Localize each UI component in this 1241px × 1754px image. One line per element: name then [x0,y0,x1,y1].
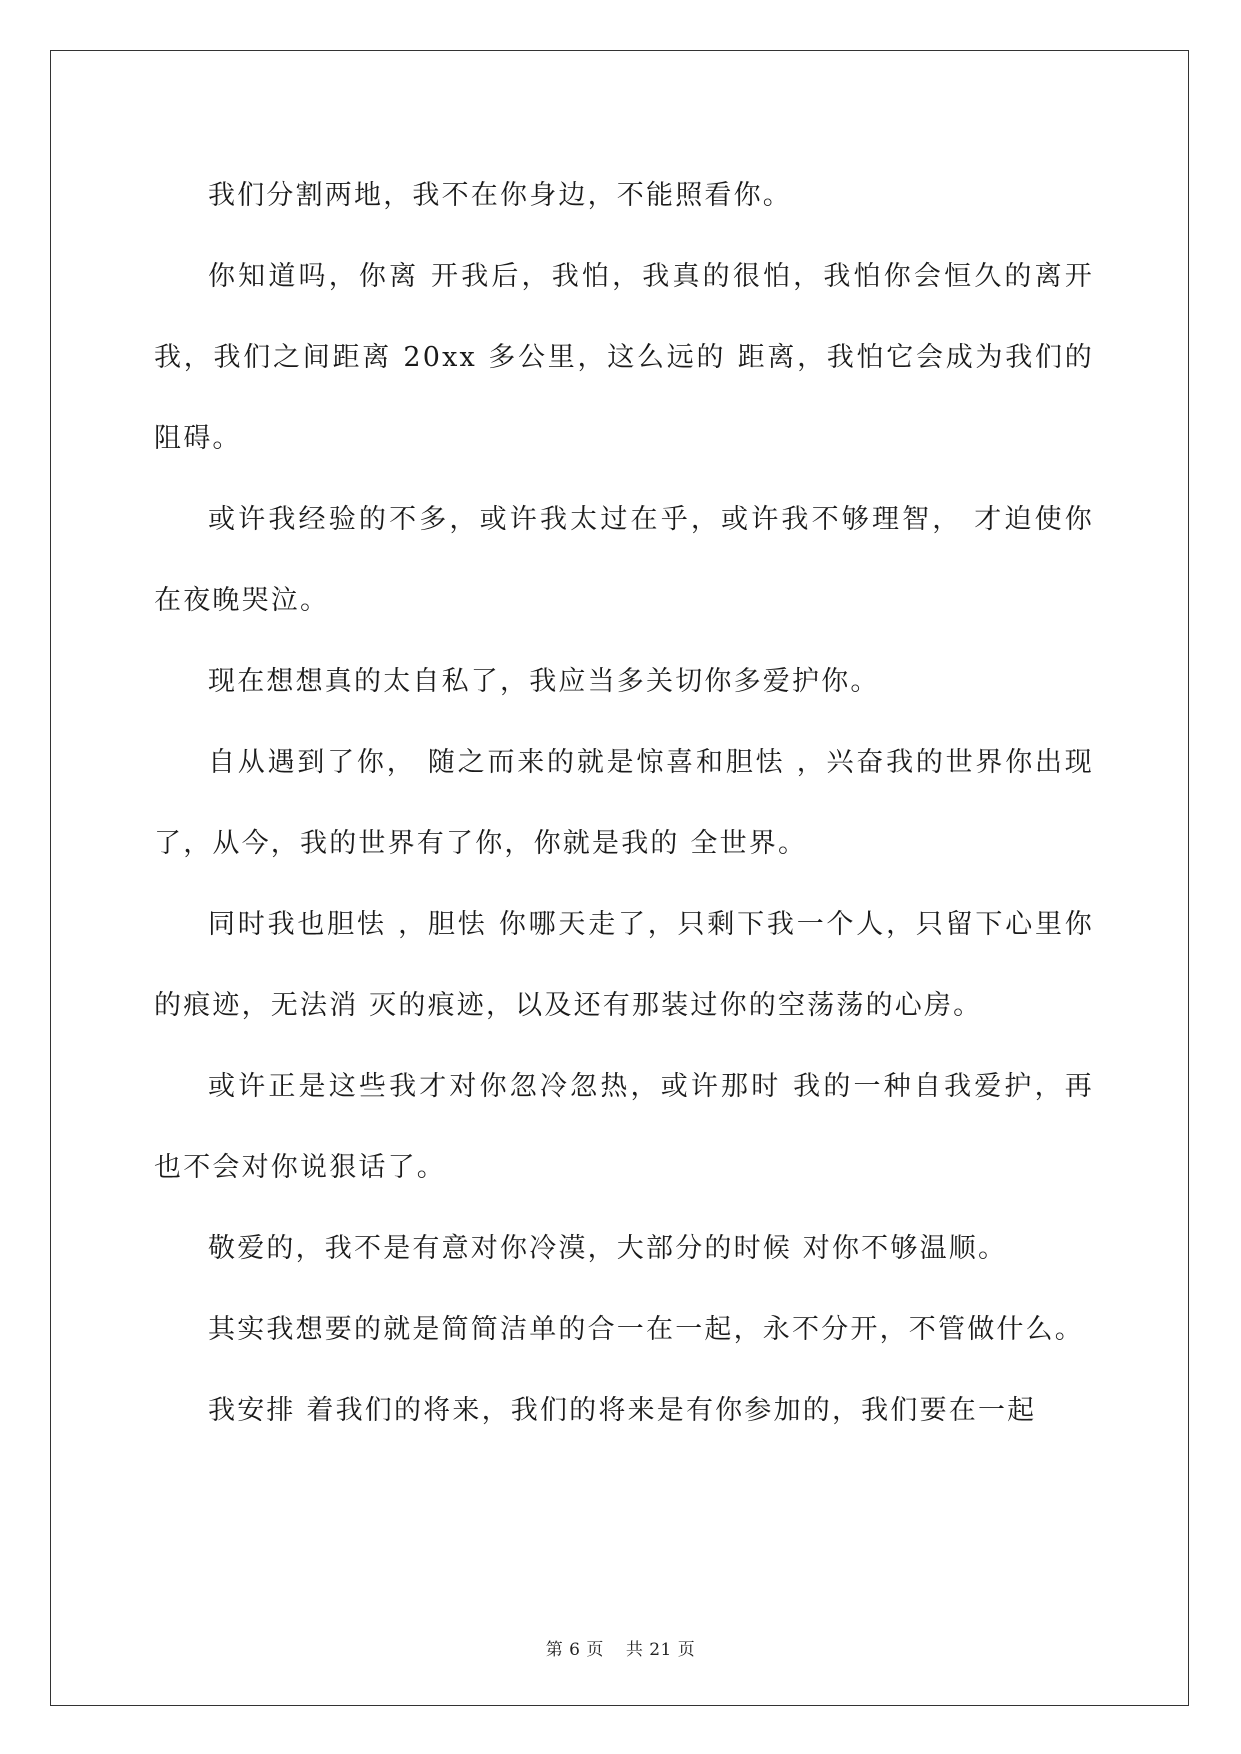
paragraph: 你知道吗，你离 开我后，我怕，我真的很怕，我怕你会恒久的离开我，我们之间距离 20xx 多公里，这么远的 距离，我怕它会成为我们的阻碍。 [154,261,1094,454]
paragraph: 我们分割两地，我不在你身边，不能照看你。 [208,180,792,211]
paragraph: 或许我经验的不多，或许我太过在乎，或许我不够理智， 才迫使你在夜晚哭泣。 [154,504,1094,616]
paragraph: 我安排 着我们的将来，我们的将来是有你参加的，我们要在一起 [208,1395,1037,1426]
page-number: 第 6 页 [545,1640,604,1660]
paragraph: 同时我也胆怯 ，胆怯 你哪天走了，只剩下我一个人，只留下心里你的痕迹，无法消 灭的痕迹，以及还有那装过你的空荡荡的心房。 [154,909,1094,1021]
page-total: 共 21 页 [625,1640,696,1660]
paragraph: 敬爱的，我不是有意对你冷漠，大部分的时候 对你不够温顺。 [208,1233,1008,1264]
paragraph: 其实我想要的就是简简洁单的合一在一起，永不分开，不管做什么。 [208,1314,1084,1345]
paragraph: 现在想想真的太自私了，我应当多关切你多爱护你。 [208,666,880,697]
page-footer [0,1635,1241,1660]
paragraph: 自从遇到了你， 随之而来的就是惊喜和胆怯 ，兴奋我的世界你出现了，从今，我的世界有了你，你就是我的 全世界。 [154,747,1094,859]
document-body [154,155,1094,1451]
paragraph: 或许正是这些我才对你忽冷忽热，或许那时 我的一种自我爱护，再也不会对你说狠话了。 [154,1071,1094,1183]
